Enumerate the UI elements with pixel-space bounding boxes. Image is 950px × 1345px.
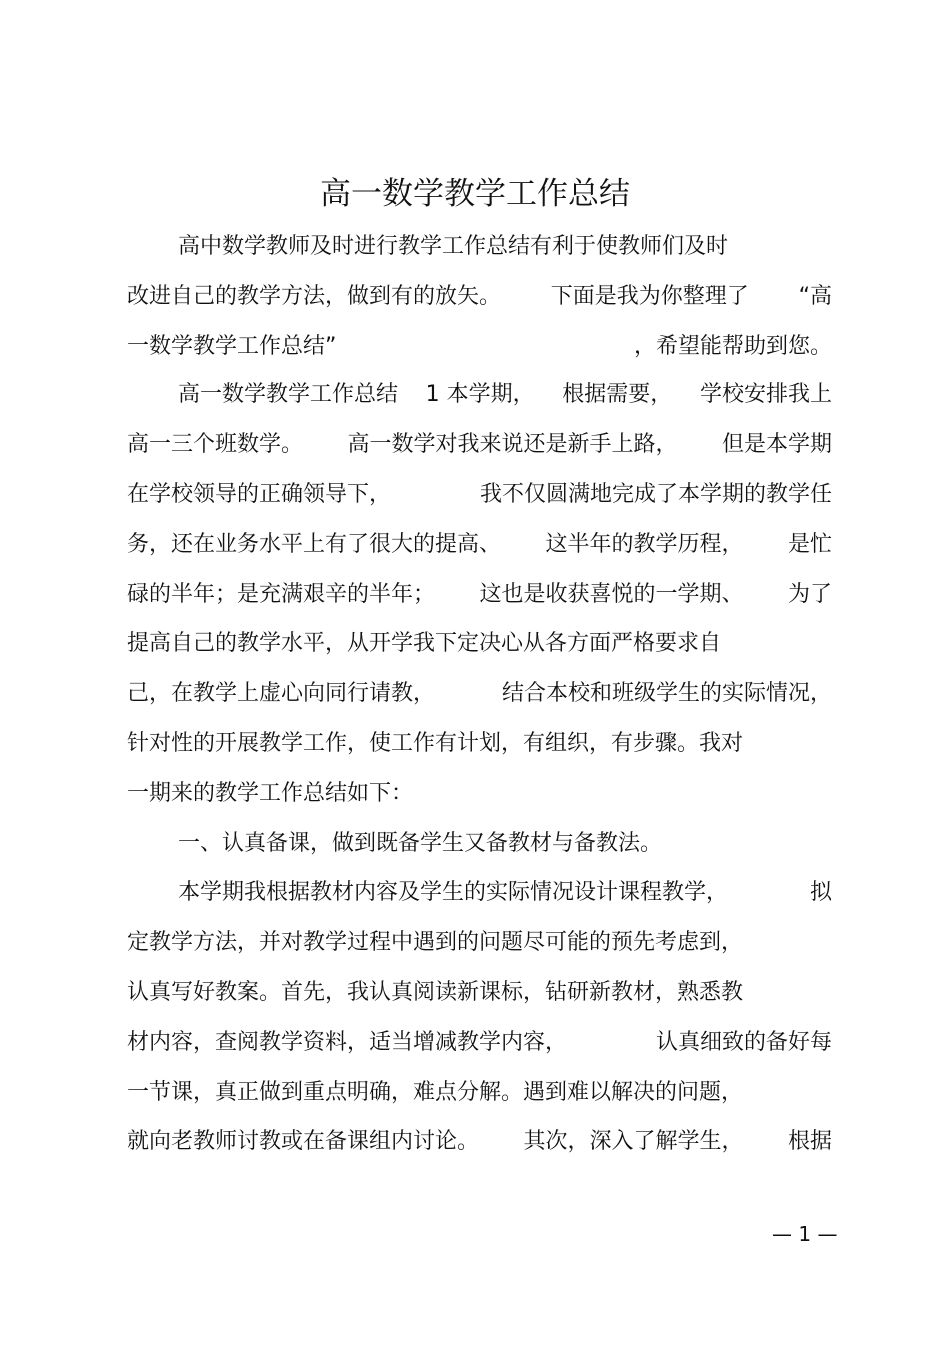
text-segment: 高一数学对我来说还是新手上路， — [347, 432, 678, 457]
text-segment: 认真细致的备好每 — [655, 1030, 832, 1055]
text-segment: 认真写好教案。首先，我认真阅读新课标，钻研新教材，熟悉教 — [127, 980, 744, 1005]
text-segment: 定教学方法，并对教学过程中遇到的问题尽可能的预先考虑到， — [127, 930, 744, 955]
text-segment: 就向老教师讨教或在备课组内讨论。 — [127, 1129, 480, 1154]
body-line — [127, 530, 832, 560]
body-line — [127, 282, 832, 312]
document-title: 高一数学教学工作总结 — [320, 176, 630, 212]
text-segment: 但是本学期 — [721, 432, 832, 457]
text-segment: 一数学教学工作总结” — [127, 334, 337, 359]
body-line — [127, 1127, 832, 1157]
text-segment: 高一三个班数学。 — [127, 432, 304, 457]
text-segment: 改进自己的教学方法，做到有的放矢。 — [127, 284, 502, 309]
text-segment: 根据需要， — [562, 382, 673, 407]
text-segment: 根据 — [787, 1129, 832, 1154]
text-segment: 为了 — [787, 582, 832, 607]
text-segment: 高中数学教师及时进行教学工作总结有利于使教师们及时 — [178, 234, 729, 259]
body-line — [127, 978, 832, 1008]
body-line — [127, 1028, 832, 1058]
body-line — [127, 629, 832, 659]
body-line — [178, 380, 832, 410]
text-segment: 提高自己的教学水平，从开学我下定决心从各方面严格要求自 — [127, 631, 722, 656]
text-segment: 高一数学教学工作总结 — [178, 382, 399, 407]
text-segment: 拟 — [809, 880, 832, 905]
text-segment: 1 本学期， — [425, 382, 535, 407]
text-segment: 针对性的开展教学工作，使工作有计划，有组织，有步骤。我对 — [127, 731, 744, 756]
text-segment: 一、认真备课，做到既备学生又备教材与备教法。 — [178, 831, 663, 856]
body-line — [127, 779, 832, 809]
body-line — [127, 729, 832, 759]
text-segment: 我不仅圆满地完成了本学期的教学任 — [479, 482, 832, 507]
text-segment: 学校安排我上 — [699, 382, 832, 407]
body-line — [127, 679, 832, 709]
text-segment: “高 — [798, 284, 832, 309]
text-segment: 是忙 — [787, 532, 832, 557]
body-line — [127, 1078, 832, 1108]
text-segment: 结合本校和班级学生的实际情况， — [501, 681, 832, 706]
text-segment: 务，还在业务水平上有了很大的提高、 — [127, 532, 502, 557]
text-segment: 一节课，真正做到重点明确，难点分解。遇到难以解决的问题， — [127, 1080, 744, 1105]
body-line — [127, 332, 832, 362]
text-segment: 在学校领导的正确领导下， — [127, 482, 392, 507]
body-line — [127, 580, 832, 610]
body-line — [127, 480, 832, 510]
body-line — [127, 430, 832, 460]
body-line — [178, 829, 832, 859]
text-segment: ，希望能帮助到您。 — [633, 334, 832, 359]
text-segment: 碌的半年；是充满艰辛的半年； — [127, 582, 436, 607]
body-line — [178, 878, 832, 908]
text-segment: 这半年的教学历程， — [545, 532, 744, 557]
text-segment: 一期来的教学工作总结如下： — [127, 781, 414, 806]
text-segment: 其次，深入了解学生， — [523, 1129, 744, 1154]
text-segment: 下面是我为你整理了 — [550, 284, 749, 309]
text-segment: 这也是收获喜悦的一学期、 — [479, 582, 744, 607]
text-segment: 材内容，查阅教学资料，适当增减教学内容， — [127, 1030, 568, 1055]
text-segment: 己，在教学上虚心向同行请教， — [127, 681, 436, 706]
page-number: — 1 — — [772, 1222, 838, 1246]
text-segment: 本学期我根据教材内容及学生的实际情况设计课程教学， — [178, 880, 729, 905]
body-line — [127, 928, 832, 958]
body-line — [178, 232, 832, 262]
